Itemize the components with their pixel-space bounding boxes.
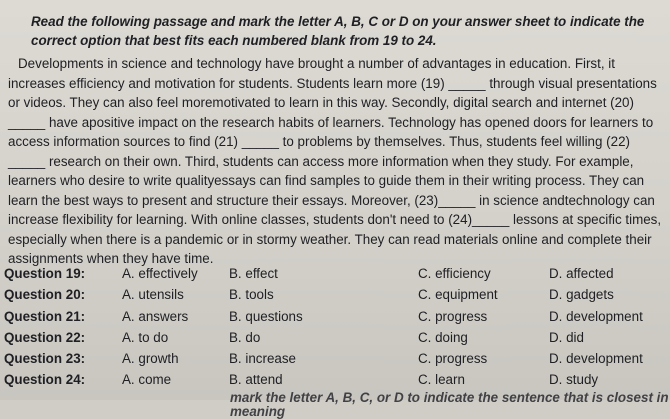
question-row-21 [4,306,670,327]
option-d: D. affected [549,266,614,281]
option-a: A. utensils [122,287,184,303]
cloze-passage [8,54,662,269]
question-label: Question 24: [4,372,86,388]
option-a: A. growth [122,351,179,367]
option-b: B. attend [229,372,283,388]
option-c: C. progress [418,351,488,367]
question-label: Question 19: [4,266,86,281]
option-c: C. efficiency [418,266,491,281]
option-c: C. doing [418,329,468,345]
option-a: A. answers [122,308,189,324]
question-label: Question 21: [4,308,86,324]
option-a: A. effectively [122,266,198,281]
option-d: D. development [549,351,643,367]
option-b: B. do [229,329,261,345]
question-row-20 [4,284,670,305]
option-b: B. increase [229,351,296,367]
option-d: D. gadgets [549,287,614,303]
question-row-19 [4,263,670,284]
option-b: B. questions [229,308,303,324]
question-label: Question 20: [4,287,86,303]
option-d: D. study [549,372,599,388]
option-c: C. learn [418,372,465,388]
passage-paragraph: Developments in science and technology have brought a number of advantages in education. First, it increases efficiency and motivation for students. Students learn more (19) _____ through visual presentations or videos. They can also feel moremotivated to learn in this way. Secondly, digital search and internet (20) _____ have apositive impact on the research habits of learners. Technology has opened doors for learners to access information sources to find (21) _____ to problems by themselves. Thus, students feel willing (22) _____ research on their own. Third, students can access more information when they study. For example, learners who desire to write qualityessays can find samples to guide them in their writing process. They can learn the best ways to present and structure their essays. Moreover, (23)_____ in science andtechnology can increase flexibility for learning. With online classes, students don't need to (24)_____ lessons at specific times, especially when there is a pandemic or in stormy weather. They can read materials online and complete their assignments when they have time. [8,56,662,266]
option-b: B. effect [229,266,278,281]
option-c: C. progress [418,308,488,324]
question-label: Question 23: [4,351,86,367]
option-b: B. tools [229,287,274,303]
instruction-text: Read the following passage and mark the letter A, B, C or D on your answer sheet to indicate the correct option that best fits each numbered blank from 19 to 24. [31,14,645,48]
option-a: A. to do [122,329,169,345]
question-row-22 [4,327,670,348]
question-list [4,263,670,391]
question-label: Question 22: [4,329,86,345]
question-row-23 [4,348,670,369]
option-d: D. development [549,308,643,324]
option-d: D. did [549,329,584,345]
option-a: A. come [122,372,172,388]
question-row-24 [4,369,670,390]
option-c: C. equipment [418,287,498,303]
cut-off-next-instruction: mark the letter A, B, C, or D to indicate the sentence that is closest in meaning [230,390,669,419]
